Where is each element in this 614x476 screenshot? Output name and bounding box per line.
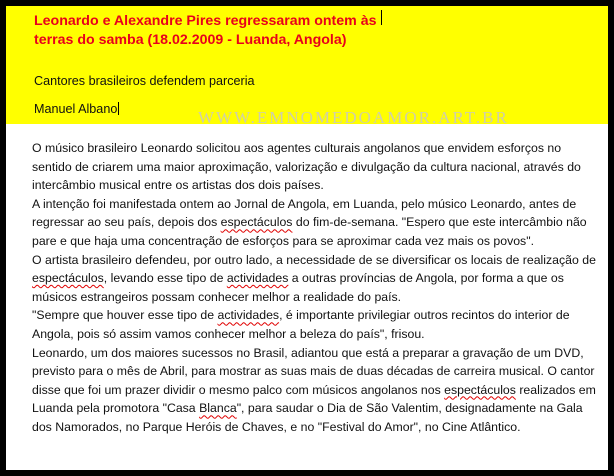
article-body: [32, 139, 598, 437]
title-line-1: Leonardo e Alexandre Pires regressaram ontem às: [34, 13, 377, 29]
paragraph-5: [32, 344, 598, 437]
paragraph-4-text-a: "Sempre que houver esse tipo de: [32, 308, 218, 323]
header-banner: [6, 6, 608, 124]
article-title: [34, 12, 554, 50]
paragraph-1-text: O músico brasileiro Leonardo solicitou aos agentes culturais angolanos que envidem esforços no sentido de criarem uma maior aproximação, valorização e divulgação da cultura nacional, através do intercâmbio musical entre os artistas dos dois países.: [32, 141, 581, 193]
spellcheck-word: espectáculos: [32, 271, 104, 286]
paragraph-2-text-a: A intenção foi manifestada ontem ao Jornal de Angola, em Luanda, pelo músico Leonardo, antes de regressar ao seu país, depois dos: [32, 196, 577, 230]
paragraph-4-text-b: , é importante privilegiar outros recintos do interior de Angola, pois só assim vamos conhecer melhor a beleza do país", frisou.: [32, 308, 570, 341]
text-cursor-author: [118, 102, 119, 115]
spellcheck-word: actividades: [226, 271, 289, 286]
watermark: WWW.EMNOMEDOAMOR.ART.BR: [198, 108, 509, 127]
paragraph-5-text-b: realizados em Luanda pela promotora "Casa: [32, 382, 596, 416]
spellcheck-word: espectáculos: [444, 382, 516, 397]
paragraph-5-text-a: Leonardo, um dos maiores sucessos no Brasil, adiantou que está a preparar a gravação de um DVD, previsto para o mês de Abril, para mostrar as suas mais de duas décadas de carreira musical. O cantor disse que foi um prazer dividir o mesmo palco com músicos angolanos nos: [32, 345, 595, 397]
paragraph-3-text-a: O artista brasileiro defendeu, por outro lado, a necessidade de se diversificar os locais de realização de: [32, 252, 596, 267]
document-page: [6, 6, 608, 470]
author-line: [34, 102, 119, 116]
paragraph-5-text-c: ", para saudar o Dia de São Valentim, designadamente na Gala dos Namorados, no Parque Heróis de Chaves, e no "Festival do Amor", no Cine Atlântico.: [32, 401, 583, 434]
spellcheck-word: Blanca: [199, 401, 237, 416]
paragraph-2: [32, 195, 598, 251]
paragraph-2-text-b: do fim-de-semana. "Espero que este intercâmbio não pare e que haja uma concentração de esforços para se aproximar cada vez mais os povos".: [32, 215, 587, 248]
spellcheck-word: actividades: [217, 308, 280, 323]
title-line-2: terras do samba (18.02.2009 - Luanda, Angola): [34, 32, 347, 48]
author-name: Manuel Albano: [34, 102, 118, 116]
paragraph-3-text-c: a outras províncias de Angola, por forma a que os músicos estrangeiros possam conhecer melhor a realidade do país.: [32, 271, 564, 304]
spellcheck-word: espectáculos: [220, 215, 293, 230]
paragraph-1: [32, 139, 598, 195]
article-subtitle: Cantores brasileiros defendem parceria: [34, 74, 255, 88]
paragraph-3-text-b: , levando esse tipo de: [103, 271, 227, 286]
paragraph-4: [32, 306, 598, 343]
text-cursor: [381, 10, 382, 25]
paragraph-3: [32, 251, 598, 307]
